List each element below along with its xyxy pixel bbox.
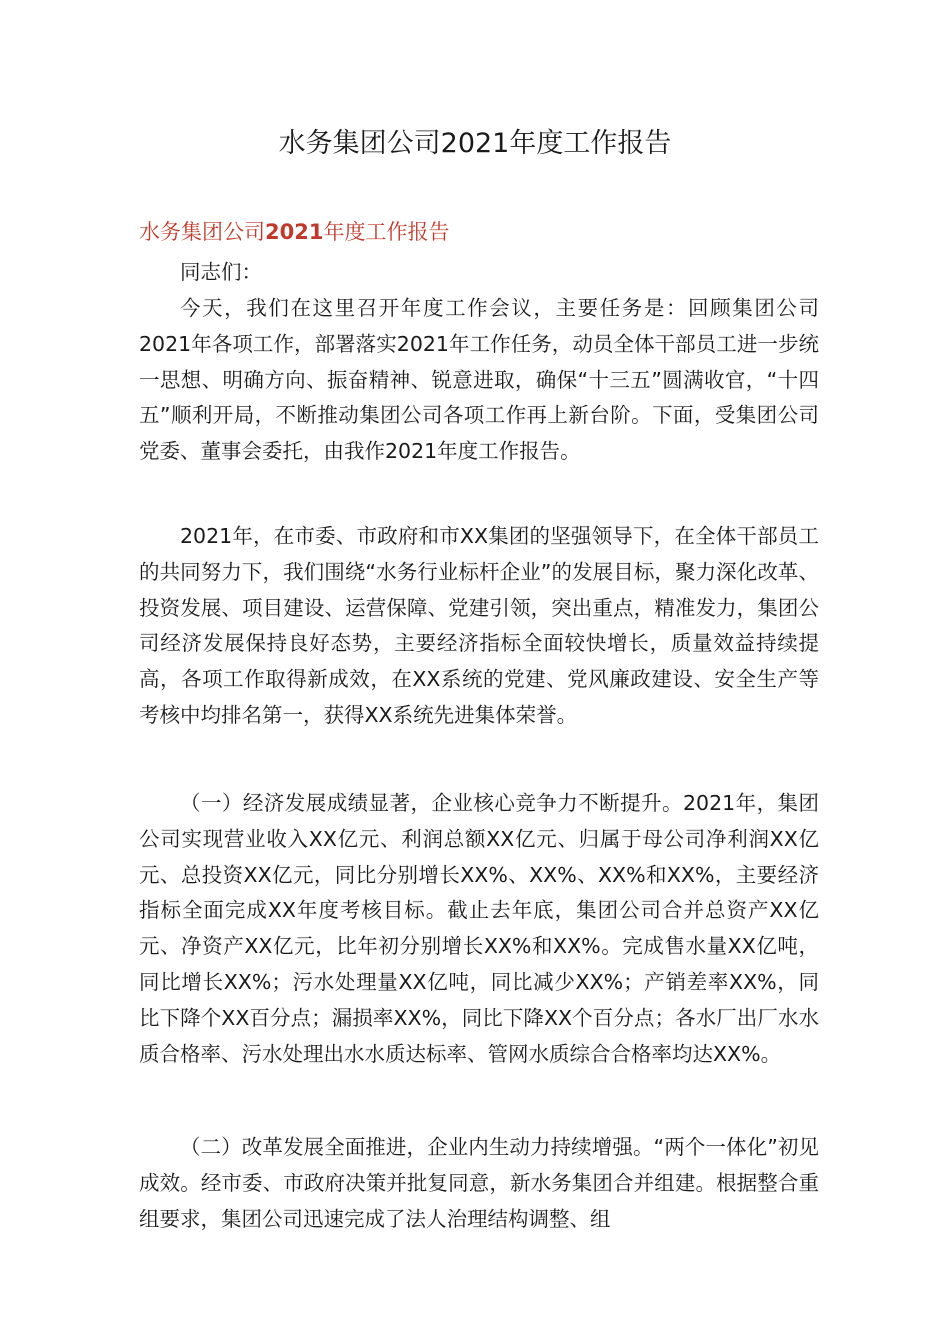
paragraph-reform: （二）改革发展全面推进，企业内生动力持续增强。“两个一体化”初见成效。经市委、市政府决策并批复同意，新水务集团合并组建。根据整合重组要求，集团公司迅速完成了法人治理结构调整、组 (139, 1135, 819, 1231)
paragraph-economic: （一）经济发展成绩显著，企业核心竞争力不断提升。2021年，集团公司实现营业收入XX亿元、利润总额XX亿元、归属于母公司净利润XX亿元、总投资XX亿元，同比分别增长XX%、XX%、XX%和XX%，主要经济指标全面完成XX年度考核目标。截止去年底，集团公司合并总资产XX亿元、净资产XX亿元，比年初分别增长XX%和XX%。完成售水量XX亿吨，同比增长XX%；污水处理量XX亿吨，同比减少XX%；产销差率XX%，同比下降个XX百分点；漏损率XX%，同比下降XX个百分点；各水厂出厂水水质合格率、污水处理出水水质达标率、管网水质综合合格率均达XX%。 (139, 791, 819, 1066)
document-title: 水务集团公司2021年度工作报告 (278, 128, 672, 159)
paragraph-opening: 今天，我们在这里召开年度工作会议，主要任务是：回顾集团公司2021年各项工作，部署落实2021年工作任务，动员全体干部员工进一步统一思想、明确方向、振奋精神、锐意进取，确保“十三五”圆满收官，“十四五”顺利开局，不断推动集团公司各项工作再上新台阶。下面，受集团公司党委、董事会委托，由我作2021年度工作报告。 (139, 296, 819, 464)
subtitle-year: 2021 (265, 220, 324, 244)
salutation: 同志们： (180, 260, 262, 284)
report-subtitle (139, 216, 449, 248)
subtitle-suffix: 年度工作报告 (323, 220, 450, 244)
subtitle-prefix: 水务集团公司 (139, 220, 265, 244)
paragraph-overview: 2021年，在市委、市政府和市XX集团的坚强领导下，在全体干部员工的共同努力下，我们围绕“水务行业标杆企业”的发展目标，聚力深化改革、投资发展、项目建设、运营保障、党建引领，突出重点，精准发力，集团公司经济发展保持良好态势，主要经济指标全面较快增长，质量效益持续提高，各项工作取得新成效，在XX系统的党建、党风廉政建设、安全生产等考核中均排名第一，获得XX系统先进集体荣誉。 (139, 524, 819, 727)
